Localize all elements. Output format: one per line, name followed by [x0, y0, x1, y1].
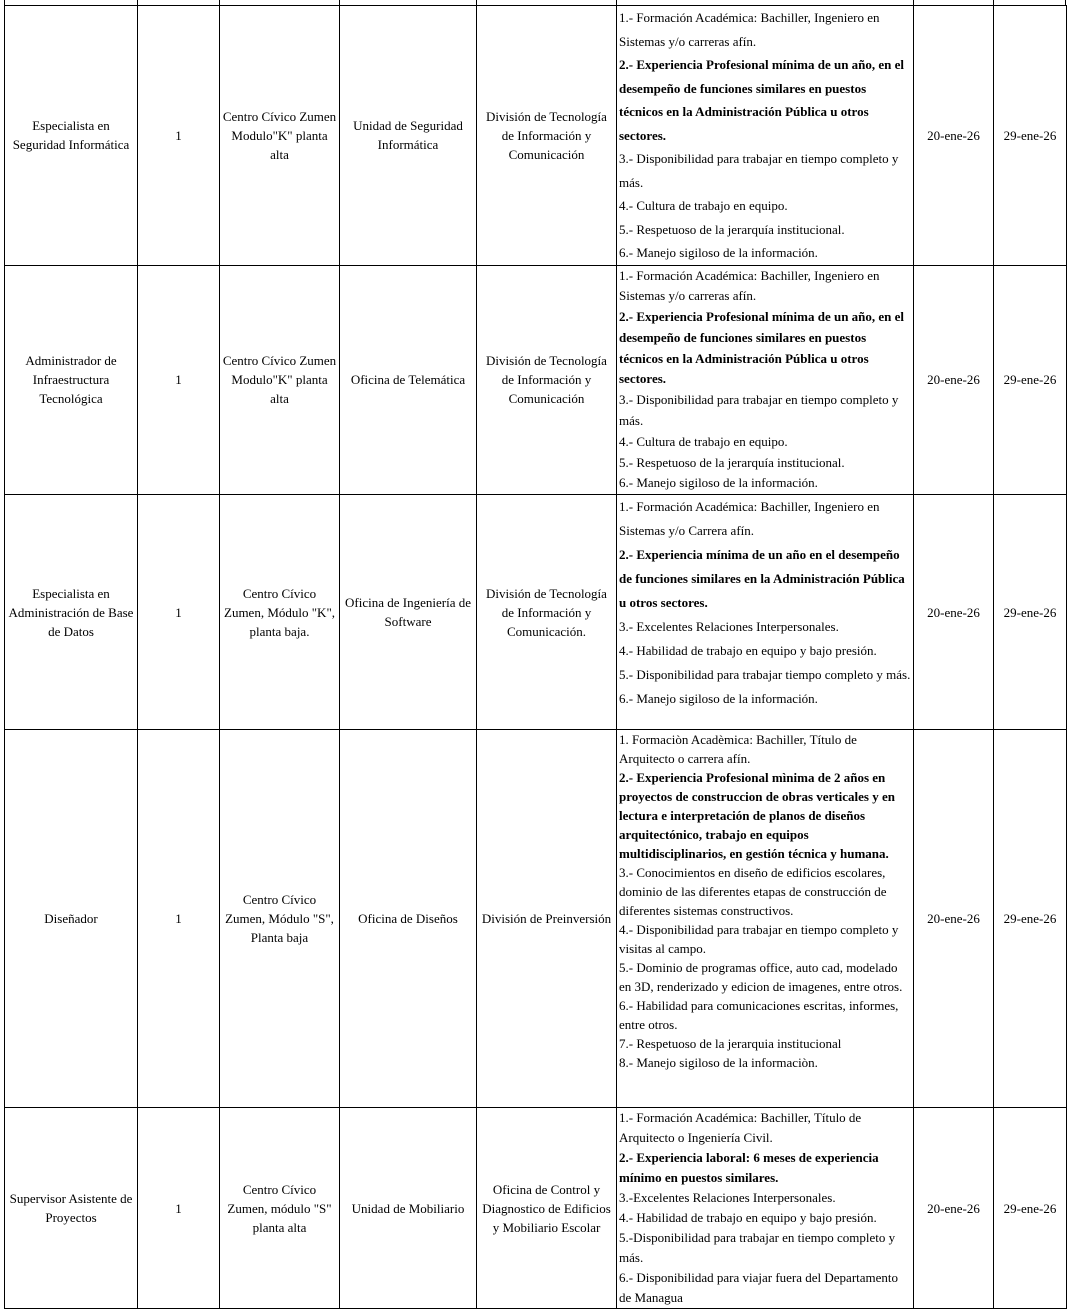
- requisitos-cell: [617, 730, 914, 1108]
- fecha-fin-cell: 29-ene-26: [994, 730, 1067, 1108]
- cargo-cell: Especialista en Administración de Base de Datos: [5, 495, 138, 730]
- division-cell: División de Tecnología de Información y Comunicación.: [477, 495, 617, 730]
- ubicacion-cell: Centro Cívico Zumen Modulo"K" planta alta: [220, 265, 340, 495]
- unidad-cell: Oficina de Ingeniería de Software: [340, 495, 477, 730]
- table-row: [5, 6, 1067, 266]
- fecha-fin-cell: 29-ene-26: [994, 6, 1067, 266]
- table-row: [5, 730, 1067, 1108]
- requisito-line: 6.- Habilidad para comunicaciones escritas, informes, entre otros.: [619, 998, 899, 1033]
- ubicacion-cell: Centro Cívico Zumen, Módulo "S", Planta baja: [220, 730, 340, 1108]
- requisito-line: 4.- Habilidad de trabajo en equipo y bajo presión.: [619, 1210, 877, 1226]
- fecha-inicio-cell: 20-ene-26: [914, 265, 994, 495]
- unidad-cell: Oficina de Telemática: [340, 265, 477, 495]
- division-cell: Oficina de Control y Diagnostico de Edificios y Mobiliario Escolar: [477, 1108, 617, 1309]
- requisito-line: 1.- Formación Académica: Bachiller, Título de Arquitecto o Ingeniería Civil.: [619, 1110, 862, 1146]
- requisitos-cell: [617, 265, 914, 495]
- vacantes-cell: 1: [138, 6, 220, 266]
- fecha-inicio-cell: 20-ene-26: [914, 1108, 994, 1309]
- requisito-line: 2.- Experiencia Profesional mìnima de 2 años en proyectos de construccion de obras verticales y en lectura e interpretación de planos de diseños arquitectónico, trabajo en equipos multidisciplinarios, en gestión técnica y humana.: [619, 770, 895, 862]
- requisito-line: 1.- Formación Académica: Bachiller, Ingeniero en Sistemas y/o Carrera afín.: [619, 499, 880, 539]
- requisito-line: 4.- Cultura de trabajo en equipo.: [619, 198, 788, 213]
- requisito-line: 2.- Experiencia Profesional mínima de un año, en el desempeño de funciones similares en puestos técnicos en la Administración Pública u otros sectores.: [619, 57, 905, 143]
- requisito-line: 5.- Dominio de programas office, auto cad, modelado en 3D, renderizado y edicion de imagenes, entre otros.: [619, 960, 903, 995]
- unidad-cell: Unidad de Mobiliario: [340, 1108, 477, 1309]
- fecha-fin-cell: 29-ene-26: [994, 1108, 1067, 1309]
- requisito-line: 4.- Cultura de trabajo en equipo.: [619, 433, 788, 449]
- requisito-line: 3.- Excelentes Relaciones Interpersonales.: [619, 619, 839, 635]
- vacantes-cell: 1: [138, 1108, 220, 1309]
- fecha-inicio-cell: 20-ene-26: [914, 730, 994, 1108]
- unidad-cell: Unidad de Seguridad Informática: [340, 6, 477, 266]
- requisito-line: 5.-Disponibilidad para trabajar en tiempo completo y más.: [619, 1230, 896, 1266]
- requisito-line: 4.- Disponibilidad para trabajar en tiempo completo y visitas al campo.: [619, 922, 899, 957]
- division-cell: División de Tecnología de Información y Comunicación: [477, 6, 617, 266]
- requisito-line: 2.- Experiencia Profesional mínima de un año, en el desempeño de funciones similares en puestos técnicos en la Administración Pública u otros sectores.: [619, 309, 905, 387]
- division-cell: División de Tecnología de Información y Comunicación: [477, 265, 617, 495]
- requisitos-cell: [617, 1108, 914, 1309]
- fecha-fin-cell: 29-ene-26: [994, 265, 1067, 495]
- cargo-cell: Supervisor Asistente de Proyectos: [5, 1108, 138, 1309]
- requisitos-cell: [617, 6, 914, 266]
- requisito-line: 6.- Disponibilidad para viajar fuera del Departamento de Managua: [619, 1270, 899, 1306]
- vacantes-cell: 1: [138, 495, 220, 730]
- cargo-cell: Especialista en Seguridad Informática: [5, 6, 138, 266]
- requisito-line: 3.- Disponibilidad para trabajar en tiempo completo y más.: [619, 151, 899, 190]
- requisito-line: 3.-Excelentes Relaciones Interpersonales.: [619, 1190, 836, 1206]
- vacantes-cell: 1: [138, 730, 220, 1108]
- requisito-line: 5.- Respetuoso de la jerarquía institucional.: [619, 454, 845, 470]
- table-row: [5, 495, 1067, 730]
- requisito-line: 8.- Manejo sigiloso de la informaciòn.: [619, 1055, 818, 1071]
- requisito-line: 5.- Disponibilidad para trabajar tiempo completo y más.: [619, 667, 911, 683]
- ubicacion-cell: Centro Cívico Zumen, módulo "S" planta alta: [220, 1108, 340, 1309]
- requisito-line: 6.- Manejo sigiloso de la información.: [619, 245, 818, 260]
- table-row: [5, 265, 1067, 495]
- requisito-line: 1.- Formación Académica: Bachiller, Ingeniero en Sistemas y/o carreras afín.: [619, 10, 880, 49]
- requisito-line: 3.- Disponibilidad para trabajar en tiempo completo y más.: [619, 392, 899, 429]
- requisito-line: 2.- Experiencia mínima de un año en el desempeño de funciones similares en la Administración Pública u otros sectores.: [619, 547, 905, 611]
- fecha-inicio-cell: 20-ene-26: [914, 495, 994, 730]
- requisito-line: 2.- Experiencia laboral: 6 meses de experiencia mínimo en puestos similares.: [619, 1150, 879, 1186]
- requisito-line: 6.- Manejo sigiloso de la información.: [619, 691, 818, 707]
- unidad-cell: Oficina de Diseños: [340, 730, 477, 1108]
- requisito-line: 7.- Respetuoso de la jerarquia institucional: [619, 1036, 842, 1052]
- cargo-cell: Administrador de Infraestructura Tecnológica: [5, 265, 138, 495]
- fecha-inicio-cell: 20-ene-26: [914, 6, 994, 266]
- division-cell: División de Preinversión: [477, 730, 617, 1108]
- cargo-cell: Diseñador: [5, 730, 138, 1108]
- table-row: [5, 1108, 1067, 1309]
- requisito-line: 1.- Formación Académica: Bachiller, Ingeniero en Sistemas y/o carreras afín.: [619, 267, 880, 304]
- ubicacion-cell: Centro Cívico Zumen Modulo"K" planta alta: [220, 6, 340, 266]
- fecha-fin-cell: 29-ene-26: [994, 495, 1067, 730]
- vacantes-cell: 1: [138, 265, 220, 495]
- ubicacion-cell: Centro Cívico Zumen, Módulo "K", planta baja.: [220, 495, 340, 730]
- requisito-line: 6.- Manejo sigiloso de la información.: [619, 475, 818, 491]
- requisitos-cell: [617, 495, 914, 730]
- vacancy-table: [4, 5, 1067, 1309]
- requisito-line: 1. Formaciòn Acadèmica: Bachiller, Título de Arquitecto o carrera afín.: [619, 732, 857, 767]
- requisito-line: 3.- Conocimientos en diseño de edificios escolares, dominio de las diferentes etapas de construcción de diferentes sistemas constructivos.: [619, 865, 887, 919]
- requisito-line: 5.- Respetuoso de la jerarquía institucional.: [619, 221, 845, 237]
- requisito-line: 4.- Habilidad de trabajo en equipo y bajo presión.: [619, 643, 877, 659]
